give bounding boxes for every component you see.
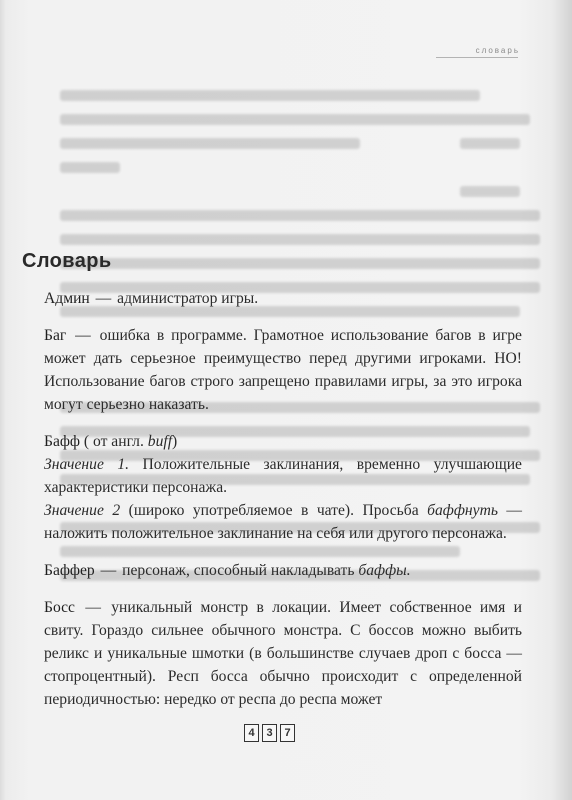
entry-buff	[44, 430, 522, 545]
meaning-text: — наложить положительное заклинание на себя или другого персонажа.	[44, 502, 522, 542]
entry-dash: —	[75, 327, 91, 344]
page-number-digit: 3	[262, 724, 277, 742]
section-title: Словарь	[22, 250, 112, 272]
entry-headline	[44, 430, 522, 453]
meaning-label: Значение 1.	[44, 456, 130, 473]
page-number-digit: 4	[244, 724, 259, 742]
entry-meaning-2	[44, 499, 522, 545]
entry-term: Бафф	[44, 433, 80, 450]
page-number	[244, 724, 295, 742]
entry-term: Админ	[44, 290, 90, 307]
entry-definition: администратор игры.	[117, 290, 259, 307]
entry-term: Баг	[44, 327, 67, 344]
running-head-rule	[436, 57, 518, 58]
running-head: словарь	[475, 46, 520, 55]
entry-definition: ошибка в программе. Грамотное использование багов в игре может дать серьезное преимущество перед другими игроками. НО! Использование багов строго запрещено правилами игры, за это игрока могут серьезно наказать.	[44, 327, 522, 413]
entry-meaning-1	[44, 453, 522, 499]
meaning-verb: баффнуть	[427, 502, 498, 519]
entry-definition: уникальный монстр в локации. Имеет собственное имя и свиту. Гораздо сильнее обычного монстра. С боссов можно выбить реликс и уникальные шмотки (в большинстве случаев дроп с босса — стопроцентный). Респ босса обычно происходит с определенной периодичностью: нередко от респа до респа может	[44, 599, 522, 708]
entry-term: Баффер	[44, 562, 95, 579]
page-number-digit: 7	[280, 724, 295, 742]
meaning-label: Значение 2	[44, 502, 121, 519]
entry-term: Босс	[44, 599, 75, 616]
entry-boss	[44, 596, 522, 711]
entry-dash: —	[100, 562, 117, 579]
meaning-text: (широко употребляемое в чате). Просьба	[128, 502, 419, 519]
entry-buffer	[44, 559, 522, 582]
entry-origin: ( от англ.	[83, 433, 148, 450]
entry-definition-italic: баффы.	[358, 562, 411, 579]
entry-admin	[44, 287, 522, 310]
dictionary-content	[22, 240, 522, 725]
meaning-text: Положительные заклинания, временно улучшающие характеристики персонажа.	[44, 456, 522, 496]
entry-definition: персонаж, способный накладывать	[122, 562, 355, 579]
entry-dash: —	[95, 290, 112, 307]
entry-bug	[44, 324, 522, 416]
entry-origin-close: )	[172, 433, 178, 450]
entry-dash: —	[85, 599, 101, 616]
entry-origin-word: buff	[147, 433, 173, 450]
